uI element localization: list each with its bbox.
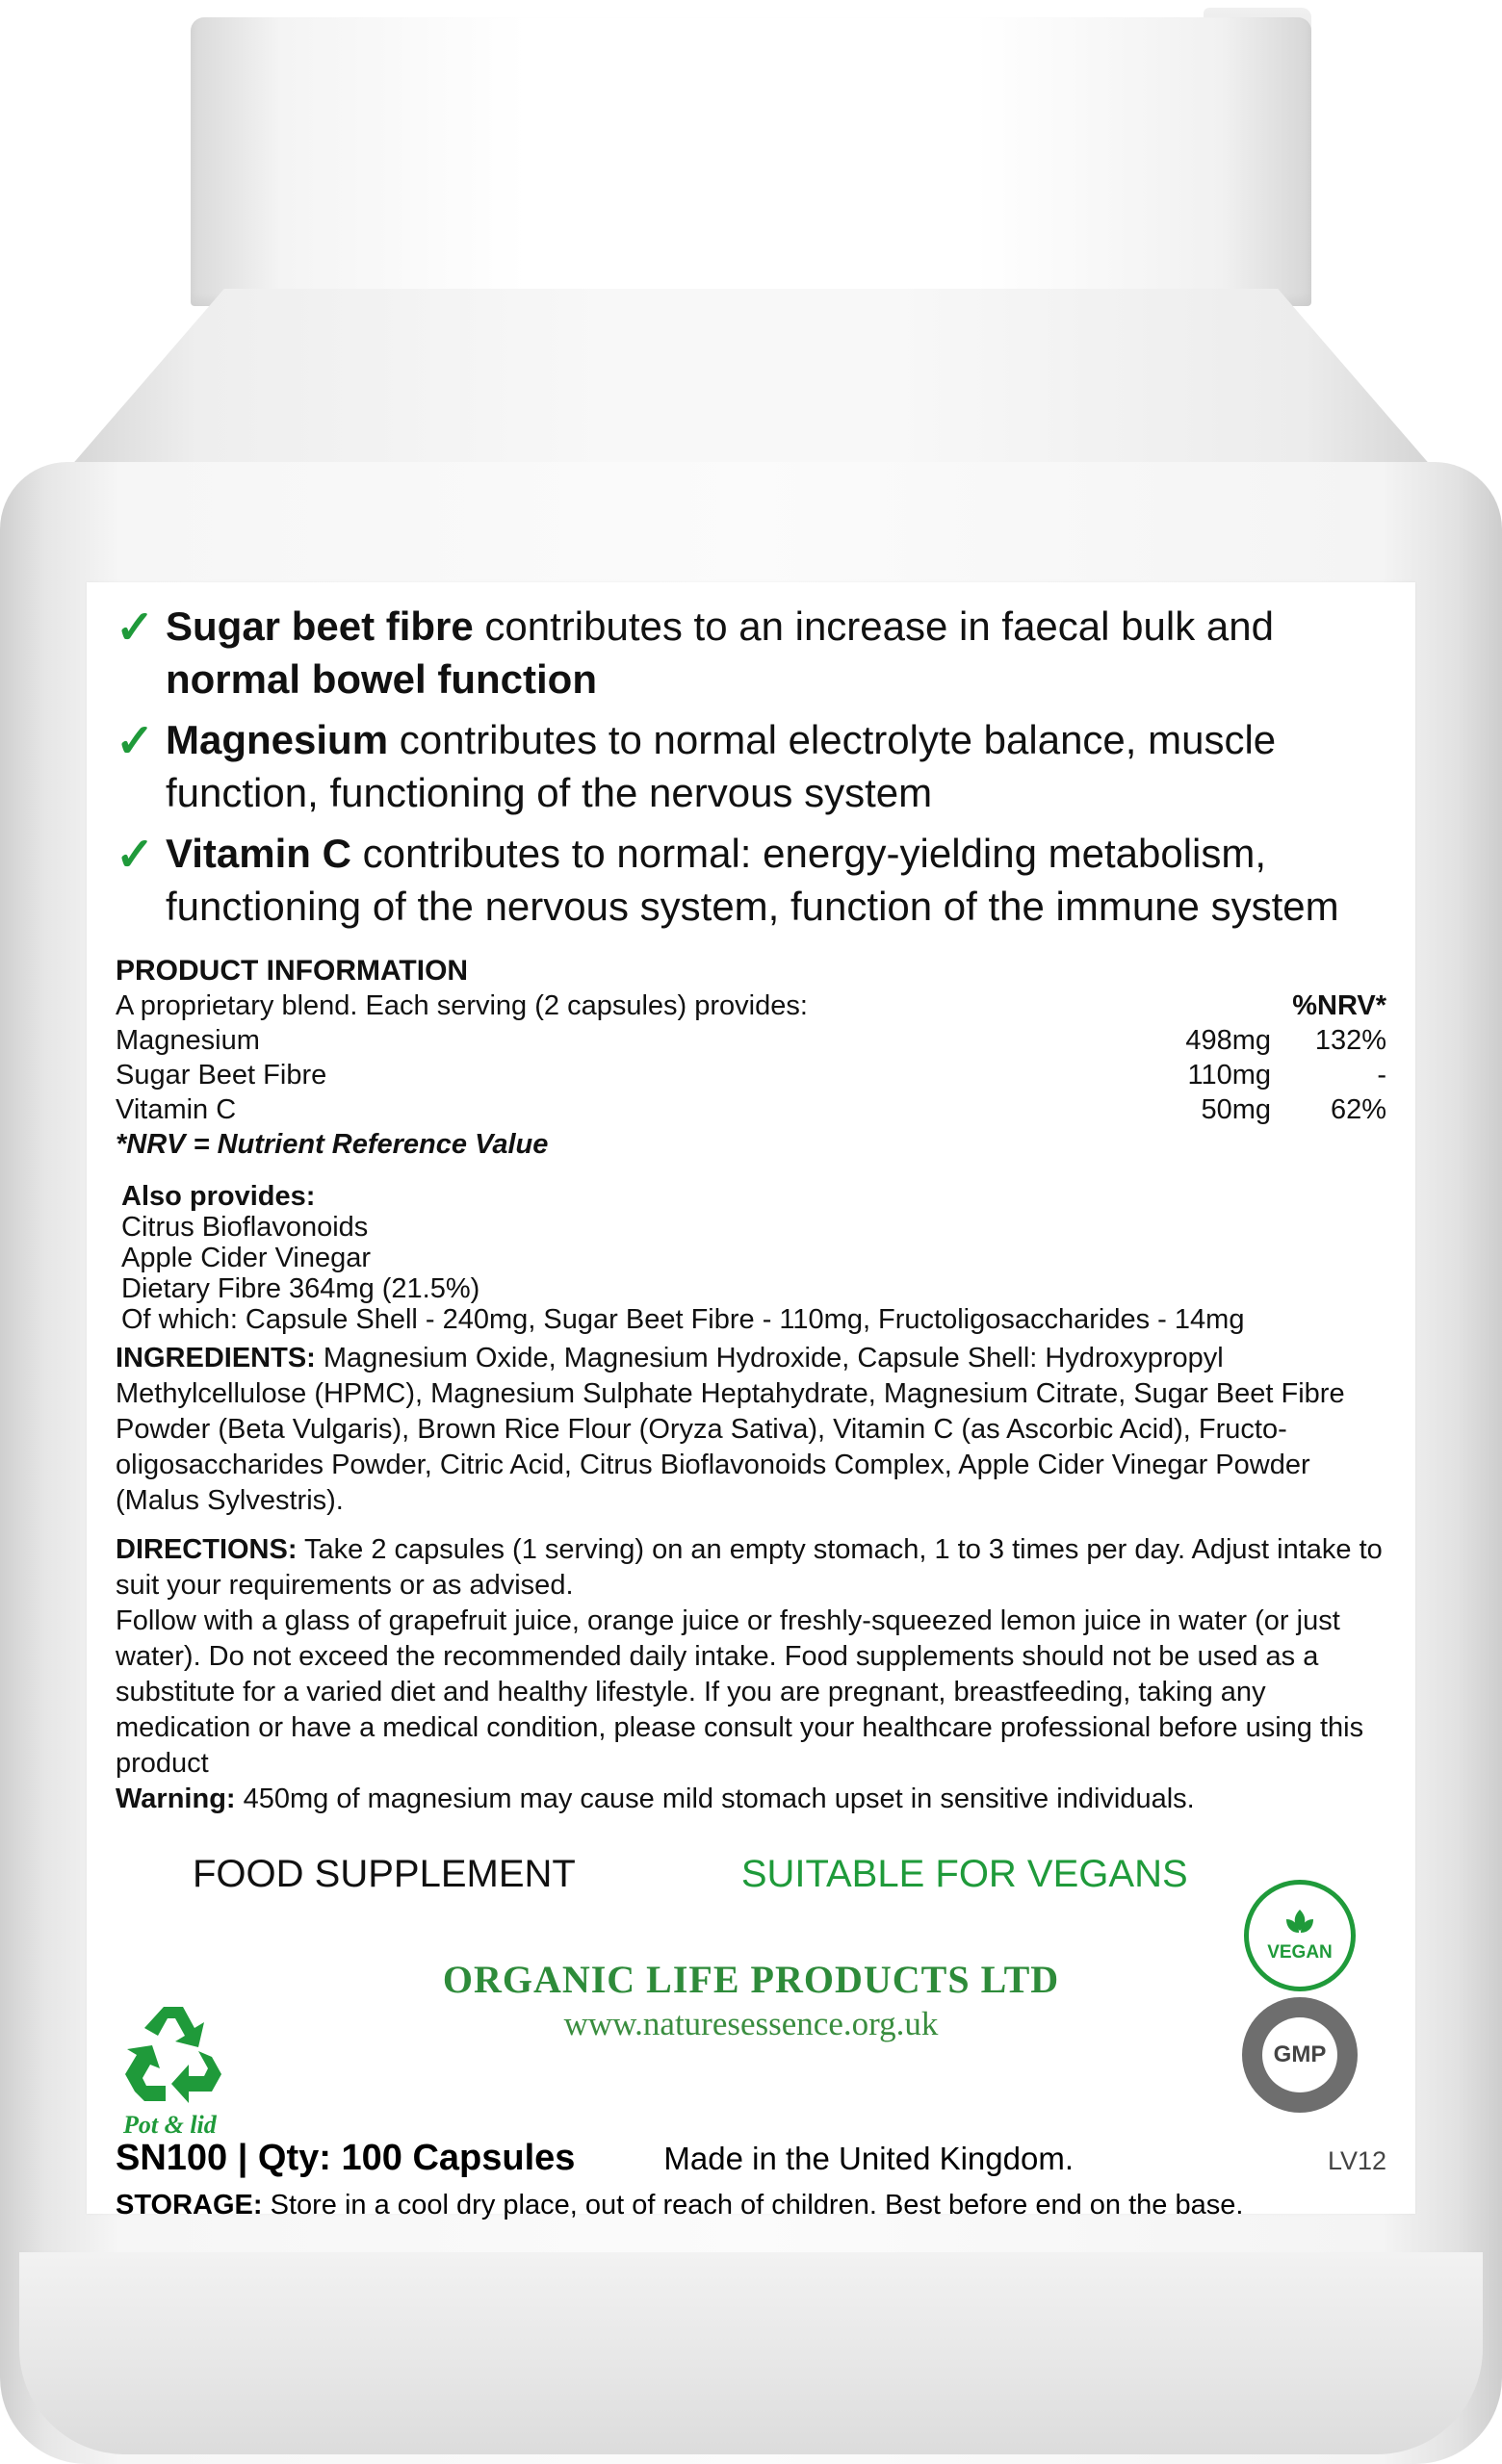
also-provides-item: Dietary Fibre 364mg (21.5%) xyxy=(121,1273,480,1304)
check-icon: ✓ xyxy=(116,716,155,767)
company-website: www.naturesessence.org.uk xyxy=(563,2005,939,2042)
ingredients-text: Magnesium Oxide, Magnesium Hydroxide, Capsule Shell: Hydroxypropyl Methylcellulose (HPMC), Magnesium Sulphate Heptahydrate, Magnesium Citrate, Sugar Beet Fibre Powder (Beta Vulgaris), Brown Rice Flour (Oryza Sativa), Vitamin C (as Ascorbic Acid), Fructo-oligosaccharides Powder, Citric Acid, Citrus Bioflavonoids Complex, Apple Cider Vinegar Powder (Malus Sylvestris). xyxy=(116,1343,1345,1516)
nutrient-name: Sugar Beet Fibre xyxy=(116,1060,327,1091)
storage xyxy=(116,2188,1243,2222)
nutrient-row xyxy=(116,1023,1386,1058)
nutrient-name: Magnesium xyxy=(116,1025,260,1056)
sku-line xyxy=(116,2138,1386,2179)
nutrient-amount: 498mg xyxy=(1185,1025,1271,1056)
nutrient-amount: 110mg xyxy=(1187,1060,1271,1091)
supplement-tags xyxy=(116,1850,1386,1898)
claim-bold: Sugar beet fibre xyxy=(166,603,474,649)
lv-code: LV12 xyxy=(1327,2146,1386,2175)
storage-text: Store in a cool dry place, out of reach of children. Best before end on the base. xyxy=(262,2190,1244,2220)
recycle-note: Pot & lid xyxy=(123,2111,217,2139)
nutrient-nrv: 132% xyxy=(1314,1025,1386,1056)
product-info-intro-row xyxy=(116,988,1386,1023)
claim-text: contributes to normal electrolyte balance, muscle function, functioning of the nervous system xyxy=(166,717,1277,815)
product-info-title: PRODUCT INFORMATION xyxy=(116,955,469,987)
bottle-base xyxy=(19,2252,1483,2454)
storage-label: STORAGE: xyxy=(116,2190,263,2220)
food-supplement-text: FOOD SUPPLEMENT xyxy=(193,1853,576,1895)
made-in: Made in the United Kingdom. xyxy=(663,2141,1075,2176)
company-name: ORGANIC LIFE PRODUCTS LTD xyxy=(442,1958,1060,2001)
claim-vitamin-c xyxy=(116,827,1386,933)
ingredients xyxy=(116,1341,1386,1519)
recycle-icon xyxy=(116,1997,231,2113)
check-icon: ✓ xyxy=(116,830,155,881)
directions-extra: Follow with a glass of grapefruit juice, orange juice or freshly-squeezed lemon juice in water (or just water). Do not exceed the recommended daily intake. Food supplements should not be used as a substitute for a varied diet and healthy lifestyle. If you are pregnant, breastfeeding, taking any medication or have a medical condition, please consult your healthcare professional before using this product xyxy=(116,1605,1364,1779)
bottle-shoulder xyxy=(58,289,1444,481)
bottle-lid xyxy=(191,17,1311,306)
warning xyxy=(116,1782,1386,1817)
gmp-badge-text: GMP xyxy=(1262,2017,1337,2092)
claim-bold: Vitamin C xyxy=(166,831,351,876)
nutrient-amount: 50mg xyxy=(1201,1094,1271,1125)
nutrient-row xyxy=(116,1058,1386,1092)
of-which-line: Of which: Capsule Shell - 240mg, Sugar Beet Fibre - 110mg, Fructoligosaccharides - 14mg xyxy=(121,1304,1245,1335)
nrv-footnote: *NRV = Nutrient Reference Value xyxy=(116,1129,549,1160)
label-content xyxy=(116,600,1386,1898)
product-label xyxy=(87,582,1415,2220)
warning-label: Warning: xyxy=(116,1784,236,1814)
claim-text: contributes to an increase in faecal bulk and xyxy=(473,603,1274,649)
suitable-for-vegans-text: SUITABLE FOR VEGANS xyxy=(740,1853,1188,1895)
claim-bold: Magnesium xyxy=(166,717,389,762)
claim-magnesium xyxy=(116,713,1386,819)
product-info-intro: A proprietary blend. Each serving (2 capsules) provides: xyxy=(116,990,808,1021)
nutrient-nrv: - xyxy=(1377,1060,1386,1091)
also-provides-item: Apple Cider Vinegar xyxy=(121,1243,372,1273)
vegan-badge xyxy=(1244,1880,1356,1991)
check-icon: ✓ xyxy=(116,603,155,654)
gmp-badge xyxy=(1242,1997,1358,2113)
vegan-badge-text: VEGAN xyxy=(1267,1942,1333,1963)
also-provides xyxy=(116,1181,1386,1335)
sku-quantity: SN100 | Qty: 100 Capsules xyxy=(116,2138,576,2178)
nrv-header: %NRV* xyxy=(1292,990,1386,1021)
directions-text: Take 2 capsules (1 serving) on an empty stomach, 1 to 3 times per day. Adjust intake to suit your requirements or as advised. xyxy=(116,1534,1383,1601)
also-provides-title: Also provides: xyxy=(121,1181,316,1212)
warning-text: 450mg of magnesium may cause mild stomach upset in sensitive individuals. xyxy=(235,1784,1195,1814)
leaf-icon xyxy=(1281,1908,1319,1940)
directions-label: DIRECTIONS: xyxy=(116,1534,298,1565)
nutrient-row xyxy=(116,1092,1386,1127)
directions xyxy=(116,1532,1386,1604)
ingredients-label: INGREDIENTS: xyxy=(116,1343,316,1373)
claim-sugar-beet xyxy=(116,600,1386,706)
claim-text: contributes to normal: energy-yielding metabolism, functioning of the nervous system, function of the immune system xyxy=(166,831,1339,929)
claim-bold: normal bowel function xyxy=(166,656,597,702)
nutrient-nrv: 62% xyxy=(1330,1094,1386,1125)
nutrient-name: Vitamin C xyxy=(116,1094,237,1125)
also-provides-item: Citrus Bioflavonoids xyxy=(121,1212,369,1243)
